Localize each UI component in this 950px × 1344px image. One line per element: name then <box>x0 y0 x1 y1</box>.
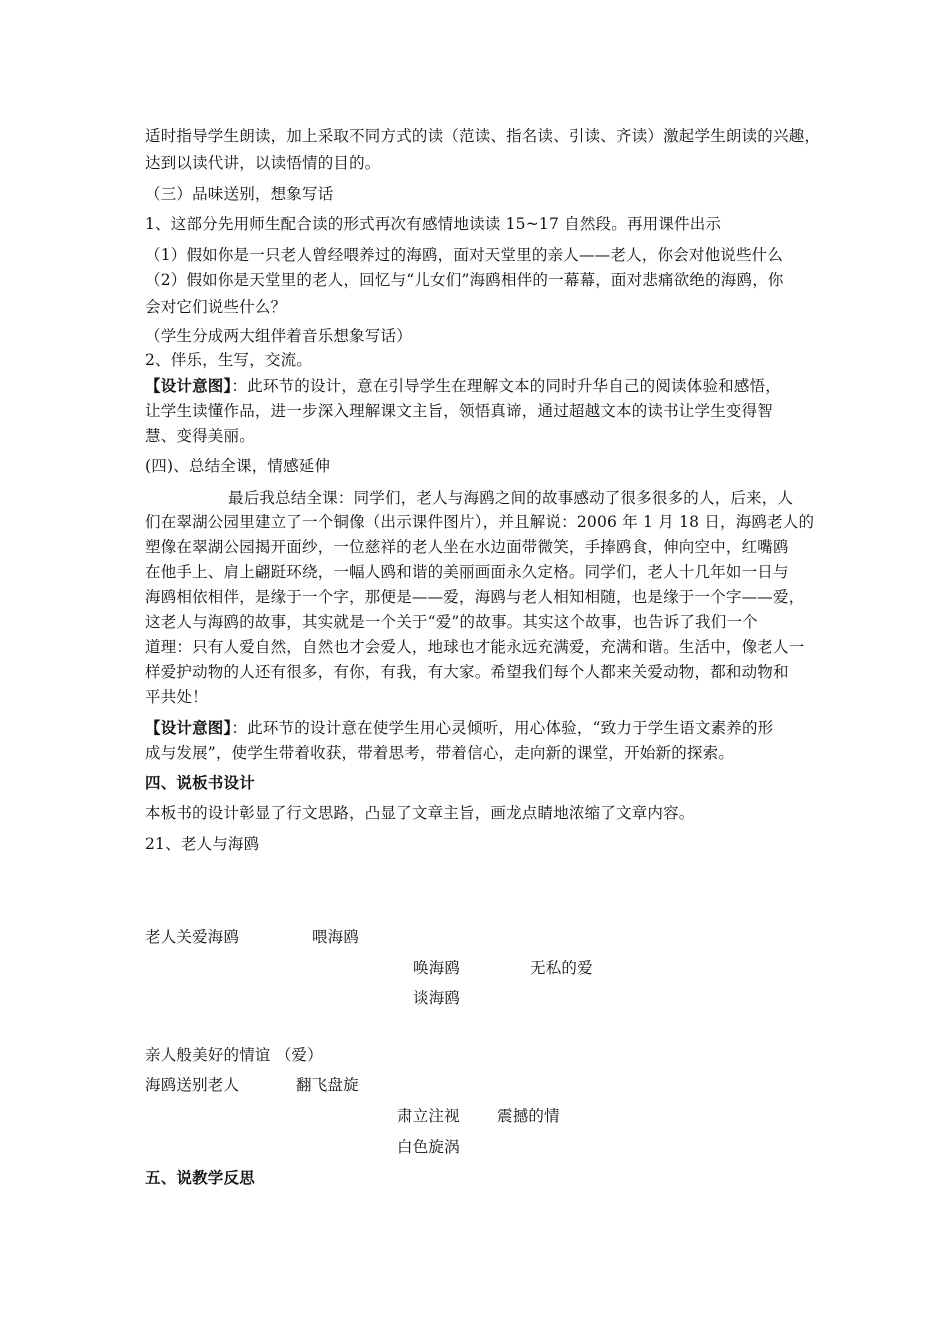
paragraph-line: 平共处！ <box>145 688 208 706</box>
paragraph-line: 慧、变得美丽。 <box>145 427 255 445</box>
board-item: 谈海鸥 <box>413 989 461 1007</box>
board-item: 肃立注视 <box>397 1107 460 1125</box>
board-item: 老人关爱海鸥 <box>145 928 240 946</box>
design-intent-label: 【设计意图】 <box>145 376 232 395</box>
question-2: （2）假如你是天堂里的老人，回忆与“儿女们”海鸥相伴的一幕幕，面对悲痛欲绝的海鸥，你 <box>145 271 784 289</box>
board-item: 唤海鸥 <box>413 959 461 977</box>
paragraph-line: 1、这部分先用师生配合读的形式再次有感情地读读 15~17 自然段。再用课件出示 <box>145 215 722 233</box>
paragraph-line: 海鸥相依相伴，是缘于一个字，那便是——爱，海鸥与老人相知相随，也是缘于一个字——爱， <box>145 588 805 606</box>
design-intent-text: ：此环节的设计意在使学生用心灵倾听，用心体验，“致力于学生语文素养的形 <box>231 719 774 737</box>
board-item: 震撼的情 <box>497 1107 560 1125</box>
paragraph-line: 最后我总结全课：同学们，老人与海鸥之间的故事感动了很多很多的人，后来，人 <box>228 489 794 507</box>
paragraph-line: 这老人与海鸥的故事，其实就是一个关于“爱”的故事。其实这个故事，也告诉了我们一个 <box>145 613 758 631</box>
design-intent-1 <box>145 376 781 396</box>
section-heading: (四)、总结全课，情感延伸 <box>145 457 331 475</box>
design-intent-label: 【设计意图】 <box>145 718 232 737</box>
board-item: 翻飞盘旋 <box>296 1076 359 1094</box>
paragraph-line: 塑像在翠湖公园揭开面纱，一位慈祥的老人坐在水边面带微笑，手捧鸥食，伸向空中，红嘴鸥 <box>145 538 789 556</box>
board-item: 白色旋涡 <box>397 1138 460 1156</box>
board-title: 21、老人与海鸥 <box>145 835 260 853</box>
heading-board-design: 四、说板书设计 <box>145 773 255 792</box>
paragraph-line: 让学生读懂作品，进一步深入理解课文主旨，领悟真谛，通过超越文本的读书让学生变得智 <box>145 402 774 420</box>
paragraph-line: 2、伴乐，生写，交流。 <box>145 351 313 369</box>
paragraph-line: 们在翠湖公园里建立了一个铜像（出示课件图片），并且解说：2006 年 1 月 18 日，海鸥老人的 <box>145 513 815 531</box>
paragraph-line: 会对它们说些什么？ <box>145 298 287 316</box>
board-item: 喂海鸥 <box>312 928 360 946</box>
board-item: 海鸥送别老人 <box>145 1076 240 1094</box>
paragraph-line: 在他手上、肩上翩跹环绕，一幅人鸥和谐的美丽画面永久定格。同学们，老人十几年如一日与 <box>145 563 789 581</box>
paragraph-line: 道理：只有人爱自然，自然也才会爱人，地球也才能永远充满爱，充满和谐。生活中，像老人一 <box>145 638 805 656</box>
paragraph-line: 成与发展”，使学生带着收获，带着思考，带着信心，走向新的课堂，开始新的探索。 <box>145 744 735 762</box>
board-item: 亲人般美好的情谊 （爱） <box>145 1046 323 1064</box>
paragraph-line: 样爱护动物的人还有很多，有你，有我，有大家。希望我们每个人都来关爱动物，都和动物和 <box>145 663 789 681</box>
paragraph-line: 本板书的设计彰显了行文思路，凸显了文章主旨，画龙点睛地浓缩了文章内容。 <box>145 804 695 822</box>
paragraph-line: （学生分成两大组伴着音乐想象写话） <box>145 327 412 345</box>
heading-reflection: 五、说教学反思 <box>145 1168 255 1187</box>
board-item: 无私的爱 <box>530 959 593 977</box>
question-1: （1）假如你是一只老人曾经喂养过的海鸥，面对天堂里的亲人——老人，你会对他说些什么 <box>145 246 784 264</box>
paragraph-line: 适时指导学生朗读，加上采取不同方式的读（范读、指名读、引读、齐读）激起学生朗读的兴趣， <box>145 127 821 145</box>
paragraph-line: 达到以读代讲，以读悟情的目的。 <box>145 154 381 172</box>
design-intent-2 <box>145 718 773 738</box>
section-heading: （三）品味送别，想象写话 <box>145 185 334 203</box>
design-intent-text: ：此环节的设计，意在引导学生在理解文本的同时升华自己的阅读体验和感悟， <box>231 377 781 395</box>
